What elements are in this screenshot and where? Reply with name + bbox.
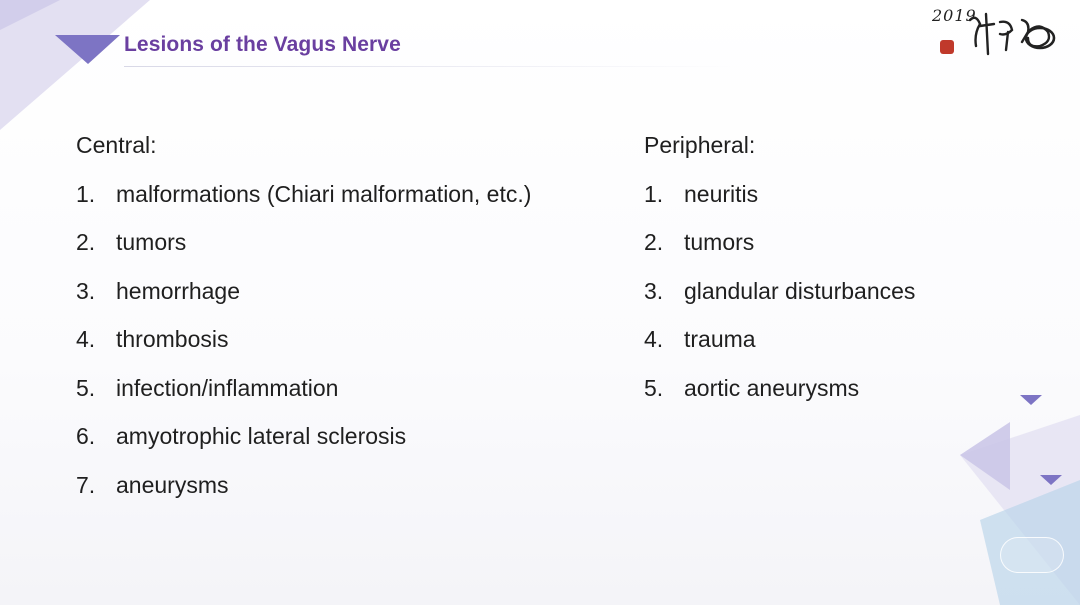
top-left-large-triangle (0, 0, 150, 130)
peripheral-column (644, 128, 915, 419)
list-item-text: neuritis (684, 180, 759, 207)
list-item-text: amyotrophic lateral sclerosis (116, 423, 407, 449)
list-item-number: 1. (644, 180, 664, 207)
list-item-text: aortic aneurysms (684, 374, 860, 401)
list-item-text: tumors (116, 229, 187, 255)
list-item (76, 371, 531, 405)
list-item (644, 322, 915, 356)
slide-title: Lesions of the Vagus Nerve (124, 33, 401, 56)
list-item (76, 419, 531, 453)
list-item (76, 177, 531, 211)
list-item (76, 274, 531, 308)
list-item-text: infection/inflammation (116, 374, 339, 401)
list-item (644, 371, 915, 405)
list-item-text: malformations (Chiari malformation, etc.) (116, 180, 532, 207)
peripheral-heading: Peripheral: (644, 132, 756, 158)
list-item-number: 7. (76, 471, 96, 498)
list-item (644, 225, 915, 259)
list-item-number: 4. (644, 326, 664, 352)
list-item-number: 2. (76, 229, 96, 255)
bottom-right-small-arrow (1020, 395, 1042, 405)
list-item-text: tumors (684, 229, 755, 255)
list-item-text: trauma (684, 326, 756, 352)
list-item-text: hemorrhage (116, 277, 241, 304)
list-item-number: 6. (76, 423, 96, 449)
list-item-number: 3. (644, 277, 664, 304)
list-item (76, 322, 531, 356)
list-item-number: 3. (76, 277, 96, 304)
list-item-text: thrombosis (116, 326, 229, 352)
list-item (76, 225, 531, 259)
list-item-number: 1. (76, 180, 96, 207)
conference-logo (930, 6, 1062, 62)
list-item-number: 5. (76, 374, 96, 401)
list-item (76, 468, 531, 502)
list-item-number: 2. (644, 229, 664, 255)
peripheral-list (644, 177, 915, 405)
list-item-text: glandular disturbances (684, 277, 916, 304)
title-underline (124, 66, 744, 67)
central-column (76, 128, 531, 516)
calligraphy-logo-icon (930, 6, 1062, 62)
list-item (644, 274, 915, 308)
list-item-text: aneurysms (116, 471, 229, 498)
list-item-number: 4. (76, 326, 96, 352)
logo-year: 2019 (932, 6, 977, 25)
central-heading: Central: (76, 132, 157, 158)
list-item-number: 5. (644, 374, 664, 401)
list-item (644, 177, 915, 211)
watermark-badge (1000, 537, 1064, 573)
central-list (76, 177, 531, 502)
